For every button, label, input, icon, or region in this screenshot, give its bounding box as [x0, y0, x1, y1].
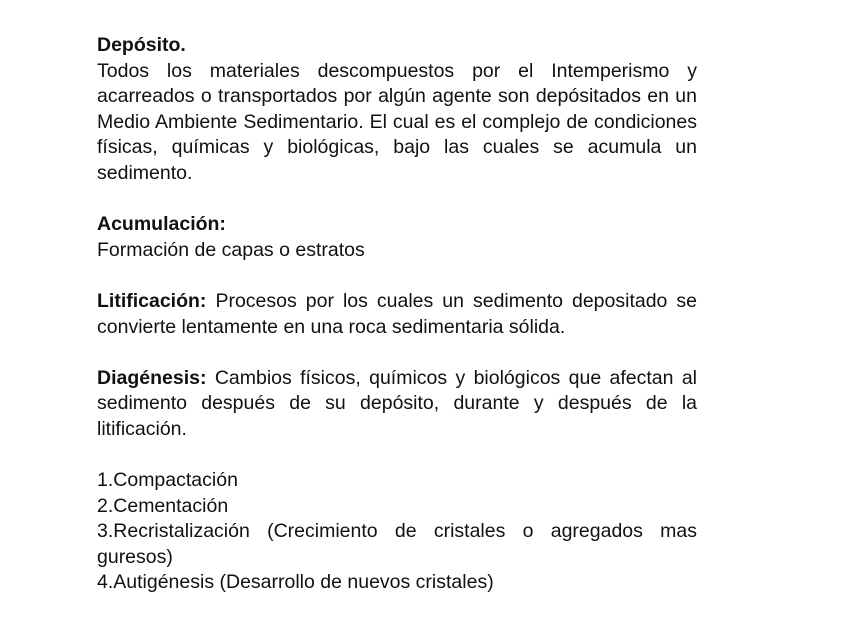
diagenesis-body: Cambios físicos, químicos y biológicos que afectan al sedimento después de su depósito, durante y después de la litificación.: [97, 366, 697, 440]
litificacion-body: Procesos por los cuales un sedimento depositado se convierte lentamente en una roca sedimentaria sólida.: [97, 289, 698, 338]
list-item: 2.Cementación: [97, 494, 229, 517]
acumulacion-heading: Acumulación:: [97, 213, 226, 236]
document-page: [97, 33, 697, 596]
section-diagenesis: [97, 366, 697, 443]
acumulacion-body: Formación de capas o estratos: [97, 238, 365, 261]
list-item: 4.Autigénesis (Desarrollo de nuevos cristales): [97, 571, 494, 594]
section-litificacion: [97, 289, 697, 340]
deposito-body: Todos los materiales descompuestos por el Intemperismo y acarreados o transportados por algún agente son depósitados en un Medio Ambiente Sedimentario. El cual es el complejo de condiciones físicas, químicas y biológicas, bajo las cuales se acumula un sedimento.: [97, 59, 697, 184]
list-item: 3.Recristalización (Crecimiento de cristales o agregados mas guresos): [97, 520, 697, 568]
section-acumulacion: [97, 212, 697, 263]
litificacion-heading: Litificación:: [97, 289, 216, 312]
list-item: 1.Compactación: [97, 469, 238, 492]
diagenesis-heading: Diagénesis:: [97, 366, 215, 389]
deposito-heading: Depósito.: [97, 34, 186, 56]
diagenesis-steps-list: [97, 468, 697, 596]
section-deposito: [97, 33, 697, 187]
